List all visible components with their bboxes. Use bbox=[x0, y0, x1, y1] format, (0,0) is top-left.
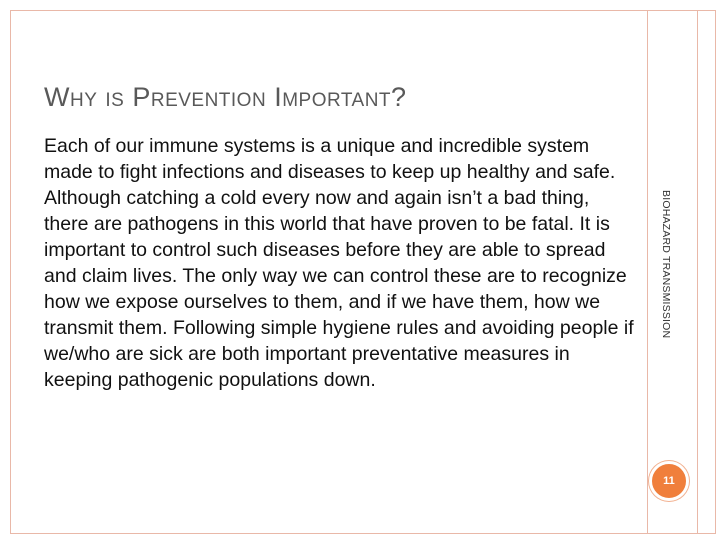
page-number: 11 bbox=[663, 475, 675, 487]
page-number-badge bbox=[649, 461, 689, 501]
side-section-label: BIOHAZARD TRANSMISSION bbox=[660, 190, 672, 339]
slide-title: Why is Prevention Important? bbox=[44, 82, 407, 112]
side-divider-line bbox=[647, 10, 648, 534]
side-divider-line-outer bbox=[697, 10, 698, 534]
slide-body-text: Each of our immune systems is a unique and incredible system made to fight infections and diseases to keep up healthy and safe. Although catching a cold every now and again isn’t a bad thing, there are pathogens in this world that have proven to be fatal. It is important to control such diseases before they are able to spread and claim lives. The only way we can control these are to recognize how we expose ourselves to them, and if we have them, how we transmit them. Following simple hygiene rules and avoiding people if we/who are sick are both important preventative measures in keeping pathogenic populations down. bbox=[44, 135, 634, 391]
